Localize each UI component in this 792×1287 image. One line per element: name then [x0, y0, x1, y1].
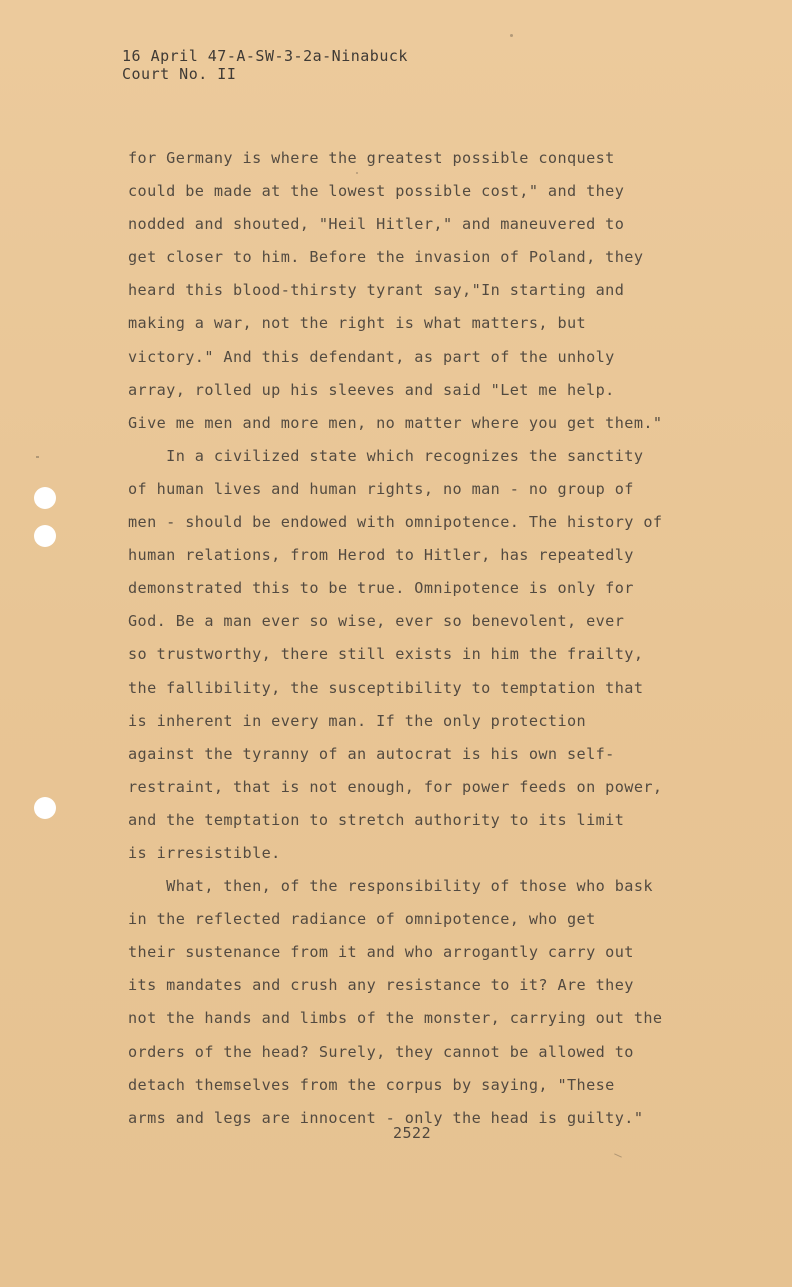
text-line: and the temptation to stretch authority to its limit — [128, 810, 625, 829]
text-line: heard this blood-thirsty tyrant say,"In starting and — [128, 281, 625, 300]
text-line: restraint, that is not enough, for power feeds on power, — [128, 777, 663, 796]
text-line: In a civilized state which recognizes the sanctity — [128, 446, 644, 465]
text-line: their sustenance from it and who arrogantly carry out — [128, 943, 634, 962]
text-line: detach themselves from the corpus by saying, "These — [128, 1075, 615, 1094]
paper-speck — [510, 34, 513, 37]
text-line: demonstrated this to be true. Omnipotence is only for — [128, 579, 634, 598]
text-line: orders of the head? Surely, they cannot be allowed to — [128, 1042, 634, 1061]
document-header — [122, 47, 408, 83]
punch-hole-middle — [34, 525, 56, 547]
text-line: the fallibility, the susceptibility to temptation that — [128, 678, 644, 697]
header-court: Court No. II — [122, 65, 237, 83]
text-line: making a war, not the right is what matters, but — [128, 314, 587, 333]
text-line: God. Be a man ever so wise, ever so benevolent, ever — [128, 612, 625, 631]
text-line: arms and legs are innocent - only the head is guilty." — [128, 1108, 644, 1127]
text-line: nodded and shouted, "Heil Hitler," and maneuvered to — [128, 215, 625, 234]
punch-hole-bottom — [34, 797, 56, 819]
text-line: for Germany is where the greatest possible conquest — [128, 149, 615, 167]
text-line: not the hands and limbs of the monster, carrying out the — [128, 1009, 663, 1028]
text-line: Give me men and more men, no matter where you get them." — [128, 413, 663, 432]
text-line: array, rolled up his sleeves and said "Let me help. — [128, 380, 615, 399]
punch-hole-top — [34, 487, 56, 509]
text-line: men - should be endowed with omnipotence. The history of — [128, 513, 663, 532]
page-number: 2522 — [393, 1124, 432, 1142]
text-line: in the reflected radiance of omnipotence, who get — [128, 910, 596, 929]
text-line: victory." And this defendant, as part of the unholy — [128, 347, 615, 366]
text-line: could be made at the lowest possible cost," and they — [128, 182, 625, 201]
header-reference: 16 April 47-A-SW-3-2a-Ninabuck — [122, 47, 408, 65]
text-line: against the tyranny of an autocrat is his own self- — [128, 744, 615, 763]
text-line: so trustworthy, there still exists in him the frailty, — [128, 645, 644, 664]
text-line: get closer to him. Before the invasion of Poland, they — [128, 248, 644, 267]
text-line: of human lives and human rights, no man - no group of — [128, 479, 634, 498]
paper-speck — [614, 1153, 622, 1157]
document-body — [128, 142, 708, 1135]
text-line: What, then, of the responsibility of those who bask — [128, 877, 653, 896]
text-line: is irresistible. — [128, 843, 281, 862]
text-line: is inherent in every man. If the only protection — [128, 711, 587, 730]
paper-speck — [36, 456, 39, 458]
text-line: its mandates and crush any resistance to it? Are they — [128, 976, 634, 995]
text-line: human relations, from Herod to Hitler, has repeatedly — [128, 546, 634, 565]
